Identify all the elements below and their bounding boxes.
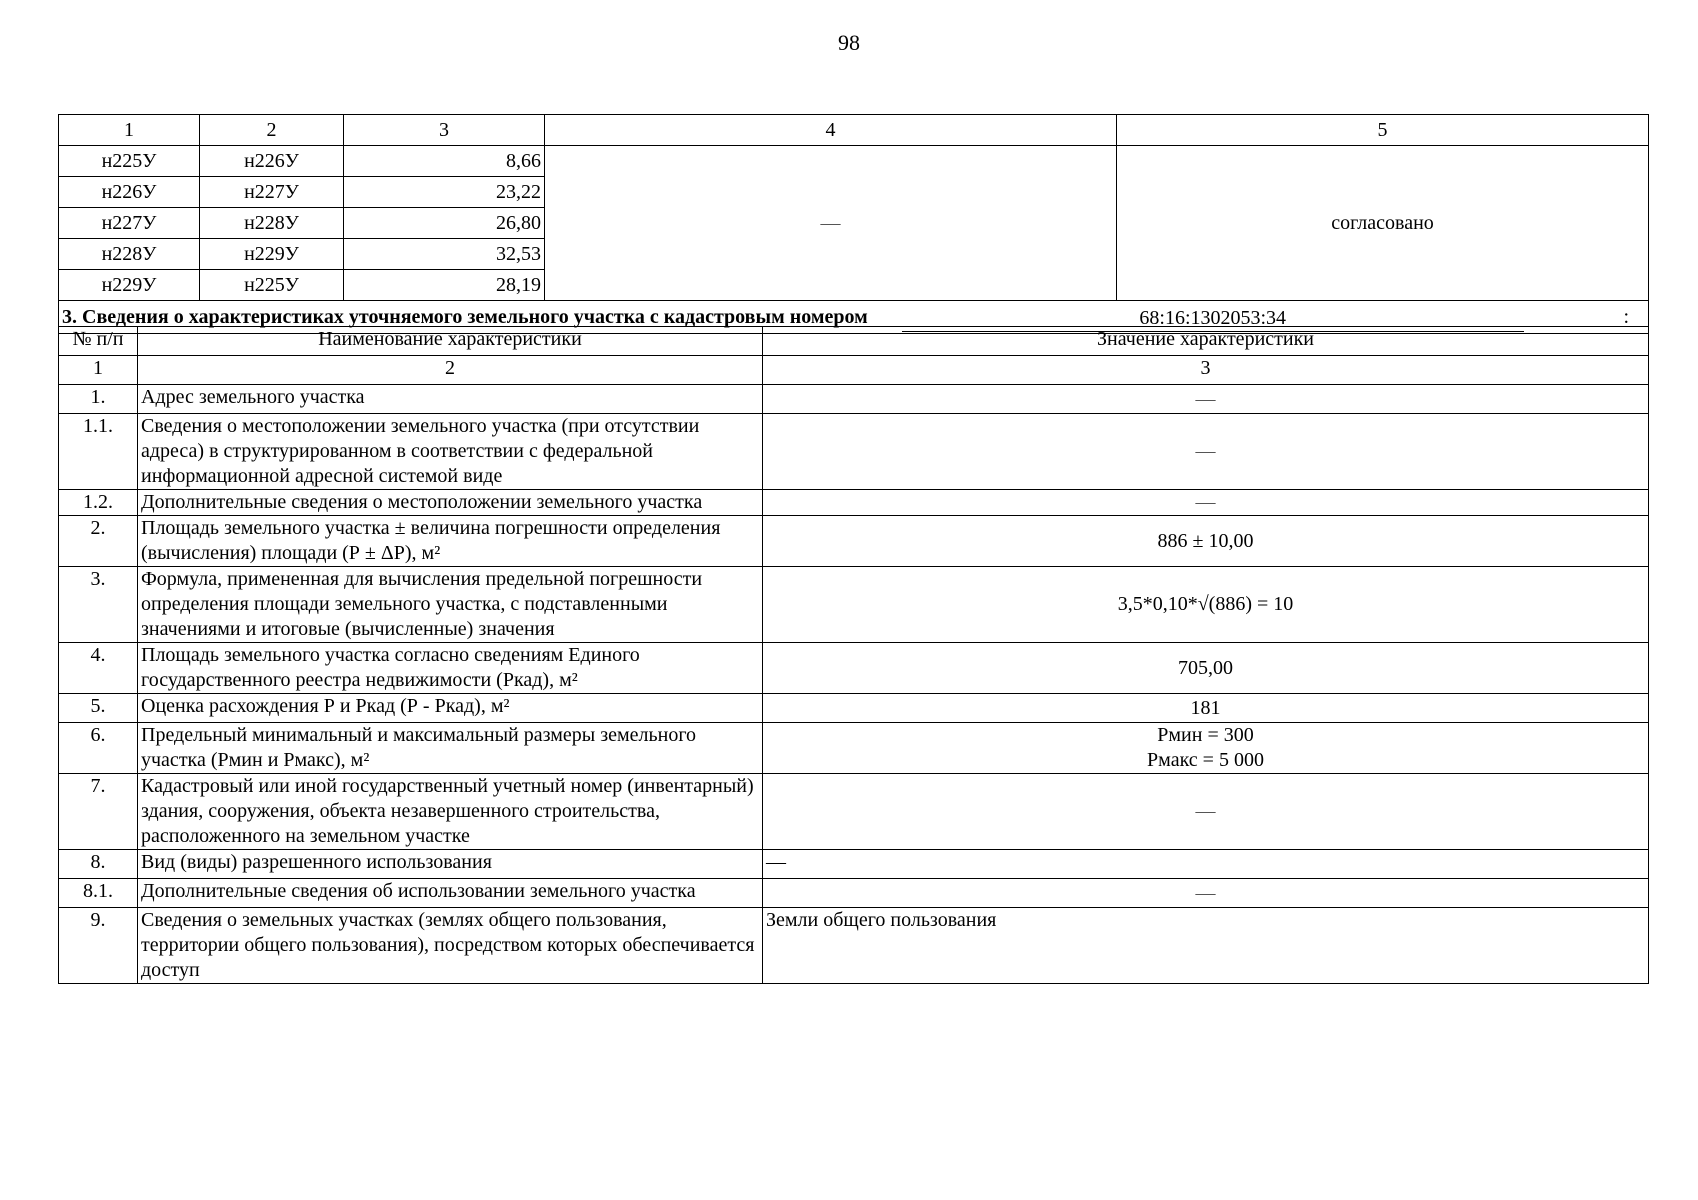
characteristic-value: 3,5*0,10*√(886) = 10 bbox=[763, 567, 1649, 643]
characteristic-value: — bbox=[763, 385, 1649, 414]
table-row bbox=[59, 414, 1649, 490]
point-from: н226У bbox=[59, 177, 200, 208]
segment-length: 8,66 bbox=[344, 146, 545, 177]
table-row bbox=[59, 774, 1649, 850]
min-size: Рмин = 300 bbox=[1157, 724, 1254, 746]
characteristic-value: 705,00 bbox=[763, 643, 1649, 694]
col-header: 1 bbox=[59, 115, 200, 146]
characteristic-value: — bbox=[763, 879, 1649, 908]
characteristic-value: — bbox=[763, 414, 1649, 490]
row-number: 7. bbox=[59, 774, 138, 850]
table-row bbox=[59, 146, 1649, 177]
col-header: Значение характеристики bbox=[763, 327, 1649, 356]
point-from: н227У bbox=[59, 208, 200, 239]
characteristic-name: Дополнительные сведения об использовании земельного участка bbox=[138, 879, 763, 908]
row-number: 5. bbox=[59, 694, 138, 723]
page-number: 98 bbox=[838, 30, 860, 55]
table-row bbox=[59, 850, 1649, 879]
point-from: н225У bbox=[59, 146, 200, 177]
table-row bbox=[59, 908, 1649, 984]
table-row bbox=[59, 694, 1649, 723]
characteristic-name: Сведения о местоположении земельного участка (при отсутствии адреса) в структурированном в соответствии с федеральной информационной адресной системой виде bbox=[138, 414, 763, 490]
table-row bbox=[59, 385, 1649, 414]
segment-length: 28,19 bbox=[344, 270, 545, 301]
characteristic-value: — bbox=[763, 490, 1649, 516]
col-header: № п/п bbox=[59, 327, 138, 356]
boundary-table bbox=[58, 114, 1649, 334]
point-from: н228У bbox=[59, 239, 200, 270]
table-row bbox=[59, 723, 1649, 774]
characteristic-value: Земли общего пользования bbox=[763, 908, 1649, 984]
table-row bbox=[59, 643, 1649, 694]
approval-status: согласовано bbox=[1117, 146, 1649, 301]
characteristic-value: 886 ± 10,00 bbox=[763, 516, 1649, 567]
segment-length: 32,53 bbox=[344, 239, 545, 270]
characteristic-name: Оценка расхождения Р и Ркад (Р - Ркад), м² bbox=[138, 694, 763, 723]
point-from: н229У bbox=[59, 270, 200, 301]
table-row bbox=[59, 490, 1649, 516]
row-number: 8. bbox=[59, 850, 138, 879]
col-number: 2 bbox=[138, 356, 763, 385]
characteristic-name: Предельный минимальный и максимальный размеры земельного участка (Рмин и Рмакс), м² bbox=[138, 723, 763, 774]
row-number: 3. bbox=[59, 567, 138, 643]
row-number: 1.1. bbox=[59, 414, 138, 490]
col-header: 2 bbox=[200, 115, 344, 146]
characteristic-name: Вид (виды) разрешенного использования bbox=[138, 850, 763, 879]
row-number: 1.2. bbox=[59, 490, 138, 516]
characteristic-name: Площадь земельного участка согласно сведениям Единого государственного реестра недвижимости (Ркад), м² bbox=[138, 643, 763, 694]
section-title: 3. Сведения о характеристиках уточняемого земельного участка с кадастровым номером bbox=[62, 306, 868, 328]
col-number: 3 bbox=[763, 356, 1649, 385]
row-number: 6. bbox=[59, 723, 138, 774]
col-header: 5 bbox=[1117, 115, 1649, 146]
characteristic-name: Сведения о земельных участках (землях общего пользования, территории общего пользования), посредством которых обеспечивается доступ bbox=[138, 908, 763, 984]
segment-length: 26,80 bbox=[344, 208, 545, 239]
characteristics-header-row bbox=[59, 327, 1649, 356]
characteristic-value: 181 bbox=[763, 694, 1649, 723]
col-number: 1 bbox=[59, 356, 138, 385]
characteristic-name: Кадастровый или иной государственный учетный номер (инвентарный) здания, сооружения, объекта незавершенного строительства, расположенного на земельном участке bbox=[138, 774, 763, 850]
row-number: 1. bbox=[59, 385, 138, 414]
row-number: 4. bbox=[59, 643, 138, 694]
table-row bbox=[59, 516, 1649, 567]
table-row bbox=[59, 567, 1649, 643]
table-row bbox=[59, 879, 1649, 908]
characteristic-value: — bbox=[763, 850, 1649, 879]
row-number: 9. bbox=[59, 908, 138, 984]
cadastral-number: 68:16:1302053:34 bbox=[902, 303, 1524, 332]
size-limits-value bbox=[763, 723, 1649, 774]
section-colon: : bbox=[1623, 306, 1629, 328]
characteristic-name: Адрес земельного участка bbox=[138, 385, 763, 414]
row-number: 2. bbox=[59, 516, 138, 567]
point-to: н226У bbox=[200, 146, 344, 177]
characteristic-name: Площадь земельного участка ± величина погрешности определения (вычисления) площади (Р ± ΔР), м² bbox=[138, 516, 763, 567]
characteristics-table bbox=[58, 326, 1649, 984]
boundary-header-row bbox=[59, 115, 1649, 146]
column-number-row bbox=[59, 356, 1649, 385]
point-to: н229У bbox=[200, 239, 344, 270]
segment-length: 23,22 bbox=[344, 177, 545, 208]
characteristic-name: Формула, примененная для вычисления предельной погрешности определения площади земельного участка, с подставленными значениями и итоговые (вычисленные) значения bbox=[138, 567, 763, 643]
col-header: 3 bbox=[344, 115, 545, 146]
point-to: н228У bbox=[200, 208, 344, 239]
point-to: н225У bbox=[200, 270, 344, 301]
col-header: Наименование характеристики bbox=[138, 327, 763, 356]
characteristic-value: — bbox=[763, 774, 1649, 850]
col4-value: — bbox=[545, 146, 1117, 301]
row-number: 8.1. bbox=[59, 879, 138, 908]
characteristic-name: Дополнительные сведения о местоположении земельного участка bbox=[138, 490, 763, 516]
max-size: Рмакс = 5 000 bbox=[1147, 749, 1264, 771]
point-to: н227У bbox=[200, 177, 344, 208]
col-header: 4 bbox=[545, 115, 1117, 146]
